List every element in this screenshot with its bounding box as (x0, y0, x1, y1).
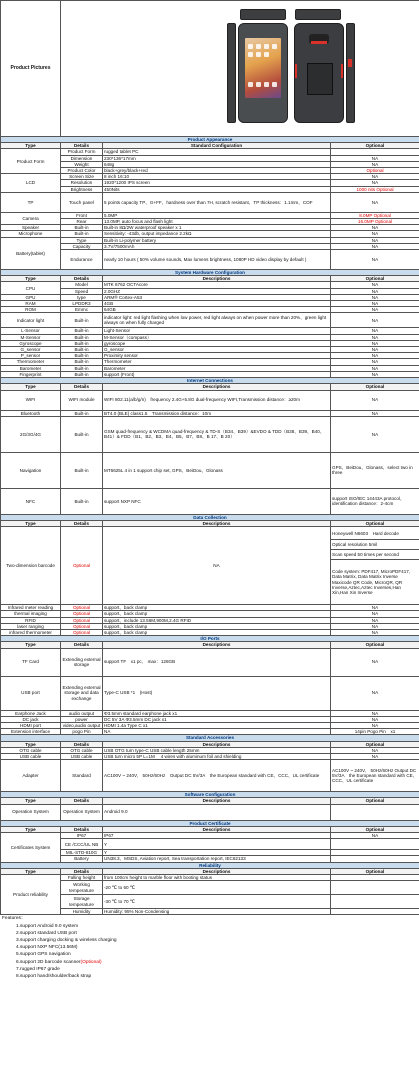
optional-cell: Honeywell N6603 Hard decode (331, 527, 419, 540)
spec-cell: Type-C USB *1 (Host) (103, 676, 331, 710)
detail-cell: WIFI module (61, 390, 103, 410)
type-cell: G_sensor (1, 347, 61, 353)
spec-cell: Barometer (103, 365, 331, 371)
type-2g-3g-4g: 2G/3G/4G (1, 416, 61, 452)
header-descriptions: Descriptions (103, 798, 331, 804)
header-descriptions: Descriptions (103, 520, 331, 526)
section-product-appearance: Product Appearance (1, 137, 419, 143)
type-lcd: LCD (1, 174, 61, 193)
spec-cell: M-Sensor（compass） (103, 334, 331, 340)
header-descriptions: Descriptions (103, 642, 331, 648)
optional-cell: NA (331, 192, 419, 212)
type-cell: L-Sensor (1, 328, 61, 334)
spec-cell: support、include 13.56M,900M,2.4G RFID (103, 617, 331, 623)
spec-cell: gyroscope (103, 340, 331, 346)
type-wifi: WIFI (1, 390, 61, 410)
spec-cell: NA (103, 729, 331, 735)
type-camera: Camera (1, 212, 61, 224)
optional-cell (331, 881, 419, 895)
detail-cell: Touch panel (61, 192, 103, 212)
detail-cell: Humidity (61, 909, 103, 915)
type-cell: ROM (1, 307, 61, 313)
spec-cell: support、back clamp (103, 623, 331, 629)
header-optional: Optional (331, 520, 419, 526)
optional-cell: NA (331, 340, 419, 346)
spec-cell: NA (103, 527, 331, 605)
header-details: Details (61, 642, 103, 648)
type-cell: P_sensor (1, 353, 61, 359)
detail-cell: Emmc (61, 307, 103, 313)
optional-cell: 14pin Pogo Pin x1 (331, 729, 419, 735)
header-details: Details (61, 741, 103, 747)
spec-cell: GSM quad-frequency & WCDMA quad-frequency & TD-S（B34、B39）&EVDO & TDD（B38、B39、B40、B41）& FDD（B1、B2、B3、B4、B5、B7、B8、B 17、B 20） (103, 416, 331, 452)
spec-cell: 648g (103, 161, 331, 167)
spec-cell: 1920*1200 IPS screen (103, 180, 331, 186)
spec-cell: 450Nits (103, 186, 331, 192)
type-otg-cable: OTG cable (1, 747, 61, 753)
type-speaker: Speaker (1, 225, 61, 231)
detail-cell: Built-in (61, 365, 103, 371)
header-descriptions: Descriptions (103, 384, 331, 390)
feature-item: 4.support NXP NFC(13.56M) (16, 945, 78, 951)
spec-cell: 5.0MP (103, 212, 331, 218)
optional-cell: NA (331, 243, 419, 249)
detail-cell: LPDDR3 (61, 301, 103, 307)
type-tf-card: TF Card (1, 648, 61, 676)
spec-cell: Built-in Li-polymer battery (103, 237, 331, 243)
detail-cell: Optional (61, 617, 103, 623)
detail-cell: Type (61, 237, 103, 243)
detail-cell: audio output (61, 710, 103, 716)
section-reliability: Reliability (1, 862, 419, 868)
type-cell: Earphone Jack (1, 710, 61, 716)
device-side-view-top-2 (295, 9, 341, 20)
optional-cell: NA (331, 353, 419, 359)
header-type: Type (1, 826, 61, 832)
spec-cell: IP67 (103, 832, 331, 838)
spec-cell: Thermometer (103, 359, 331, 365)
optional-cell: NA (331, 231, 419, 237)
detail-cell: Built-in (61, 340, 103, 346)
detail-cell: Endurance (61, 250, 103, 270)
header-type: Type (1, 384, 61, 390)
optional-marker: (Optional) (80, 959, 102, 965)
section-internet-connections: Internet Connections (1, 378, 419, 384)
optional-cell: NA (331, 237, 419, 243)
type-cell: GPU (1, 294, 61, 300)
optional-cell: NA (331, 174, 419, 180)
feature-item: 1.support Android 9.0 system (16, 923, 79, 929)
detail-cell: video,audio output (61, 722, 103, 728)
optional-cell: NA (331, 225, 419, 231)
feature-item: 8.support hand/shoulder/back strap (16, 974, 92, 980)
spec-cell: MT6625L 4 in 1 support chip set, GPS、BeiDou、Glonass (103, 452, 331, 488)
optional-cell (331, 804, 419, 820)
detail-cell: Built-in (61, 359, 103, 365)
feature-item: 3.support charging docking & wireless charging (16, 938, 117, 943)
detail-cell: Built-in (61, 231, 103, 237)
type-operation-system: Operation System (1, 804, 61, 820)
feature-item-text: 6.support 2D barcode scanner (16, 959, 81, 965)
header-type: Type (1, 868, 61, 874)
detail-cell: Screen Size (61, 174, 103, 180)
spec-cell: support TF x1 pc, max：128GB (103, 648, 331, 676)
detail-cell: Storage temperature (61, 895, 103, 909)
spec-cell: Built-in 8Ω/2W waterproof speaker x 1 (103, 225, 331, 231)
optional-cell: NA (331, 180, 419, 186)
type-cell: infrared thermometer (1, 629, 61, 635)
header-type: Type (1, 520, 61, 526)
header-details: Details (61, 798, 103, 804)
product-images (62, 1, 418, 136)
header-descriptions: Descriptions (103, 741, 331, 747)
feature-item-barcode (2, 959, 419, 966)
header-details: Details (61, 868, 103, 874)
type-cell: Extension interface (1, 729, 61, 735)
detail-cell: Product Color (61, 168, 103, 174)
optional-cell: NA (331, 307, 419, 313)
product-pictures-cell (61, 1, 419, 137)
optional-cell: NA (331, 722, 419, 728)
optional-cell: NA (331, 328, 419, 334)
spec-cell: 13.0MP, auto focus and flash light (103, 219, 331, 225)
optional-cell: NA (331, 416, 419, 452)
optional-cell: NA (331, 676, 419, 710)
optional-cell: NA (331, 629, 419, 635)
device-front-image (238, 23, 288, 123)
optional-cell: NA (331, 347, 419, 353)
spec-cell: support NXP NFC (103, 488, 331, 514)
feature-item: 2.support standard USB port (16, 930, 77, 936)
detail-cell: IP67 (61, 832, 103, 838)
type-cell: RFID (1, 617, 61, 623)
header-optional: Optional (331, 276, 419, 282)
section-product-certificate: Product Certificate (1, 820, 419, 826)
optional-cell (331, 895, 419, 909)
type-cell: Indicator light (1, 313, 61, 328)
detail-cell: Built-in (61, 452, 103, 488)
optional-cell (331, 839, 419, 850)
detail-cell: Product Form (61, 149, 103, 155)
optional-cell: NA (331, 753, 419, 759)
optional-cell: NA (331, 288, 419, 294)
header-standard-configuration: Standard Configuration (103, 143, 331, 149)
type-navigation: Navigation (1, 452, 61, 488)
header-type: Type (1, 798, 61, 804)
optional-cell: NA (331, 301, 419, 307)
optional-cell: NA (331, 313, 419, 328)
optional-cell: 16.0MP Optional (331, 219, 419, 225)
spec-cell: USB OTG turn type-C USB cable length 25mm (103, 747, 331, 753)
optional-cell: NA (331, 390, 419, 410)
type-cell: Barometer (1, 365, 61, 371)
detail-cell: Extending external storage (61, 648, 103, 676)
device-back-image (294, 23, 344, 123)
device-side-view-top (240, 9, 286, 20)
detail-cell: Model (61, 282, 103, 288)
section-standard-accessories: Standard Accessories (1, 735, 419, 741)
spec-cell: rugged tablet PC (103, 149, 331, 155)
device-side-view-right (346, 23, 355, 123)
optional-cell: NA (331, 359, 419, 365)
header-type: Type (1, 143, 61, 149)
spec-cell: Humidity: 95% Non-Condensing (103, 909, 331, 915)
spec-cell: 5 points capacity TP、G+FF、hardness over than 7H, scratch resistant、TP thickness：1.1mm、COF (103, 192, 331, 212)
optional-cell: GPS、BeiDou、Glonass、select two in three (331, 452, 419, 488)
header-type: Type (1, 276, 61, 282)
spec-cell: BT4.0 (BLE) class1.5 Transmission distance：10m (103, 410, 331, 416)
spec-cell: G_sensor (103, 347, 331, 353)
type-adapter: Adapter (1, 760, 61, 792)
detail-cell: Built-in (61, 225, 103, 231)
type-microphone: Microphone (1, 231, 61, 237)
detail-cell: power (61, 716, 103, 722)
detail-cell: Operation System (61, 804, 103, 820)
detail-cell: Built-in (61, 410, 103, 416)
header-details: Details (61, 143, 103, 149)
spec-cell: from 100cm height to marble floor with booting status (103, 874, 331, 880)
optional-cell: NA (331, 294, 419, 300)
optional-cell: Optional (331, 168, 419, 174)
spec-cell: WIFI 802.11(a/b/g/n) frequency 2.4G+5.8G dual-frequency WIFI,Transmission distance：≥20m (103, 390, 331, 410)
features-section (0, 915, 419, 980)
optional-cell: NA (331, 716, 419, 722)
product-pictures-row (1, 1, 419, 137)
type-product-form: Product Form (1, 149, 61, 174)
detail-cell: MIL-STD-810G (61, 850, 103, 856)
header-optional: Optional (331, 868, 419, 874)
spec-cell: 2.0GHZ (103, 288, 331, 294)
spec-cell: USB turn micro 5P L=1M 4 wires with aluminum foil and shielding (103, 753, 331, 759)
type-usb-port: USB port (1, 676, 61, 710)
detail-cell: Resolution (61, 180, 103, 186)
header-details: Details (61, 384, 103, 390)
feature-item: 5.support GPS navigation (16, 952, 71, 958)
spec-cell: 4GB (103, 301, 331, 307)
table-row (1, 313, 419, 328)
detail-cell: Optional (61, 623, 103, 629)
spec-cell: UN38.3、MSDS, Aviation report, Sea transportation report, IEC62133 (103, 856, 331, 862)
optional-cell: NA (331, 334, 419, 340)
spec-cell: HDMI 1.4a Type C x1 (103, 722, 331, 728)
optional-cell: NA (331, 623, 419, 629)
detail-cell: Built-in (61, 353, 103, 359)
spec-cell: -30 ℃ to 70 ℃ (103, 895, 331, 909)
detail-cell: pogo Pin (61, 729, 103, 735)
optional-cell: NA (331, 710, 419, 716)
spec-cell: -20 ℃ to 60 ℃ (103, 881, 331, 895)
optional-cell: Scan speed 50 times per second (331, 550, 419, 560)
section-data-collection: Data Collection (1, 514, 419, 520)
type-cell: Thermometer (1, 359, 61, 365)
header-optional: Optional (331, 798, 419, 804)
optional-cell: NA (331, 605, 419, 611)
type-tp: TP (1, 192, 61, 212)
optional-cell: NA (331, 747, 419, 753)
section-system-hardware: System Hardware Configuration (1, 270, 419, 276)
optional-cell: Code system: PDF417, MicroPDF417, Data Matrix, Data Matrix Inverse Maxicode QR Code, MicroQR, QR Inverse,Aztec,Aztec Inverses,Han Xin,Han Xin Inverse (331, 560, 419, 605)
detail-cell: Optional (61, 629, 103, 635)
header-details: Details (61, 276, 103, 282)
spec-cell: AC100V ~ 240V, 50Hz/60Hz Output DC 5V/3A the European standard with CE、CCC、UL certificate (103, 760, 331, 792)
detail-cell: Standard (61, 760, 103, 792)
spec-cell: Y (103, 839, 331, 850)
header-descriptions: Descriptions (103, 868, 331, 874)
spec-cell: Φ3.5mm standard earphone jack x1 (103, 710, 331, 716)
header-type: Type (1, 741, 61, 747)
optional-cell: NA (331, 282, 419, 288)
detail-cell: Built-in (61, 347, 103, 353)
device-screen (245, 38, 281, 99)
spec-cell: ARM® Cortex-A53 (103, 294, 331, 300)
detail-cell: Built-in (61, 313, 103, 328)
feature-item: 7.rugged IP67 grade (16, 966, 60, 972)
optional-cell: support ISO/IEC 14443A protocol、identification distance：2-4cm (331, 488, 419, 514)
detail-cell: Built-in (61, 371, 103, 377)
detail-cell: Optional (61, 605, 103, 611)
detail-cell: Battery (61, 856, 103, 862)
detail-cell: Built-in (61, 488, 103, 514)
type-cpu: CPU (1, 282, 61, 294)
detail-cell: Weight (61, 161, 103, 167)
device-accent (311, 41, 327, 44)
features-title: Features： (2, 916, 26, 922)
type-cell: HDMI port (1, 722, 61, 728)
header-optional: Optional (331, 384, 419, 390)
product-pictures-label: Product Pictures (1, 1, 61, 137)
detail-cell: Falling height (61, 874, 103, 880)
header-optional: Optional (331, 642, 419, 648)
spec-cell: support、back clamp (103, 605, 331, 611)
detail-cell: Working temperature (61, 881, 103, 895)
type-cell: Fingerprint (1, 371, 61, 377)
optional-cell: NA (331, 161, 419, 167)
spec-cell: support、back clamp (103, 611, 331, 617)
optional-cell: NA (331, 648, 419, 676)
optional-cell: NA (331, 250, 419, 270)
spec-cell: support、back clamp (103, 629, 331, 635)
spec-cell: 230*136*17mm (103, 155, 331, 161)
detail-cell: Extending external storage and data exchange (61, 676, 103, 710)
type-nfc: NFC (1, 488, 61, 514)
type-two-dimension-barcode: Two-dimension barcode (1, 527, 61, 605)
detail-cell: Optional (61, 527, 103, 605)
type-battery: Battery(tablet) (1, 237, 61, 269)
optional-cell: Optical resolution 5mil (331, 540, 419, 550)
header-optional: Optional (331, 741, 419, 747)
header-descriptions: Descriptions (103, 276, 331, 282)
detail-cell: Built-in (61, 416, 103, 452)
spec-cell: Light-Sensor (103, 328, 331, 334)
detail-cell: Rear (61, 219, 103, 225)
optional-cell: 8.0MP Optional (331, 212, 419, 218)
type-cell: M-Sensor (1, 334, 61, 340)
detail-cell: Optional (61, 611, 103, 617)
optional-cell (331, 909, 419, 915)
spec-cell: Android 9.0 (103, 804, 331, 820)
optional-cell: NA (331, 410, 419, 416)
detail-cell: Front (61, 212, 103, 218)
spec-cell: MTK 6762 OCTAcore (103, 282, 331, 288)
spec-cell: indicator light: red light flashing when low power, red light always on when power more than 20%、green light always on when fully charged (103, 313, 331, 328)
detail-cell: Brightness (61, 186, 103, 192)
optional-cell: NA (331, 371, 419, 377)
spec-cell: nearly 10 hours ( 50% volume sounds, Max lumens brightness, 1080P HD video display by default ) (103, 250, 331, 270)
type-cell: thermal imaging (1, 611, 61, 617)
optional-cell: NA (331, 611, 419, 617)
detail-cell: Dimension (61, 155, 103, 161)
spec-cell: Sensitivity: -43db, output impedance 2.2kΩ (103, 231, 331, 237)
spec-cell: 8 inch 16:10 (103, 174, 331, 180)
type-certificates-system: Certificates System (1, 832, 61, 862)
spec-cell: support (Front) (103, 371, 331, 377)
detail-cell: Capacity (61, 243, 103, 249)
header-descriptions: Descriptions (103, 826, 331, 832)
optional-cell: AC100V ~ 240V, 50Hz/60Hz Output DC 5V/3A the European standard with CE、CCC、UL certificate (331, 760, 419, 792)
header-optional: Optional (331, 143, 419, 149)
header-details: Details (61, 826, 103, 832)
header-type: Type (1, 642, 61, 648)
detail-cell: Built-in (61, 334, 103, 340)
section-io-ports: I/O Ports (1, 636, 419, 642)
type-cell: RAM (1, 301, 61, 307)
section-software-configuration: Software Configuration (1, 792, 419, 798)
type-cell: Infrared meter reading (1, 605, 61, 611)
optional-cell: NA (331, 617, 419, 623)
type-bluetooth: Bluetooth (1, 410, 61, 416)
detail-cell: type (61, 294, 103, 300)
spec-cell: Proximity sensor (103, 353, 331, 359)
device-side-view-left (227, 23, 236, 123)
detail-cell: CE /CCC/UL NB (61, 839, 103, 850)
optional-cell: NA (331, 832, 419, 838)
spec-cell: 3.7V/7500mAh (103, 243, 331, 249)
spec-cell: black+grey/black+red (103, 168, 331, 174)
optional-cell: 1000 nits Optional (331, 186, 419, 192)
header-optional: Optional (331, 826, 419, 832)
detail-cell: USB cable (61, 753, 103, 759)
device-back-plate (307, 63, 332, 94)
optional-cell: NA (331, 155, 419, 161)
type-cell: DC jack (1, 716, 61, 722)
spec-cell: 64GB (103, 307, 331, 313)
header-details: Details (61, 520, 103, 526)
type-product-reliability: Product reliability (1, 874, 61, 914)
detail-cell: Speed (61, 288, 103, 294)
spec-cell: DC 5V 3A Φ3.5mm DC jack x1 (103, 716, 331, 722)
detail-cell: OTG cable (61, 747, 103, 753)
type-cell: Gyroscope (1, 340, 61, 346)
detail-cell: Built-in (61, 328, 103, 334)
spec-cell: Y (103, 850, 331, 856)
type-usb-cable: USB cable (1, 753, 61, 759)
optional-cell: NA (331, 365, 419, 371)
type-cell: laser ranging (1, 623, 61, 629)
